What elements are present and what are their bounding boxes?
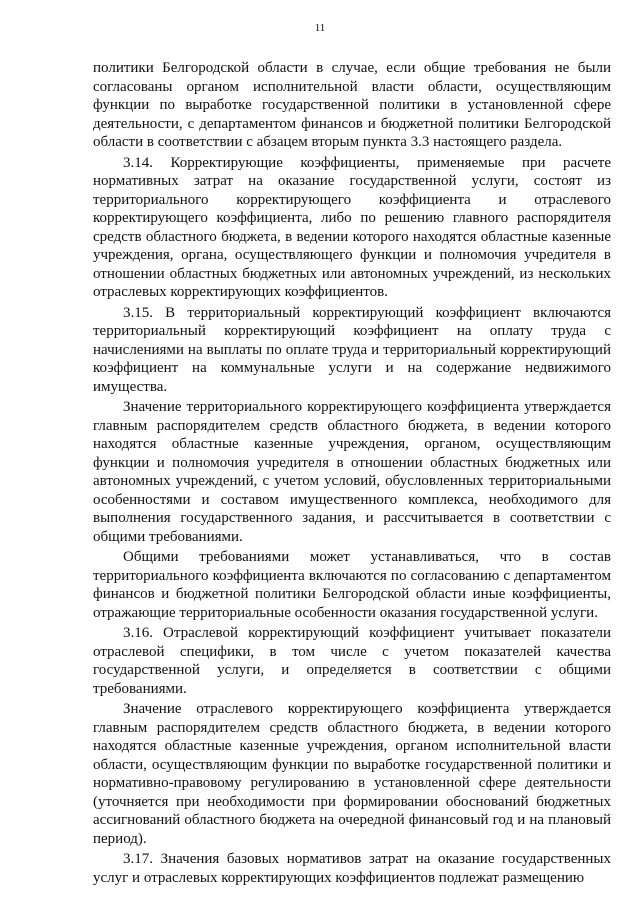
paragraph-industry-coefficient: Значение отраслевого корректирующего коэффициента утверждается главным распорядителем средств областного бюджета, в ведении которого находятся областные казенные учреждения, органом исполнительной власти области, осуществляющим функции по выработке государственной политики и нормативно-правовому регулированию в установленной сфере деятельности (уточняется при необходимости при формировании обоснований бюджетных ассигнований областного бюджета на очередной финансовый год и на плановый период).	[93, 701, 611, 847]
paragraph-general-requirements: Общими требованиями может устанавливаться, что в состав территориального коэффициента включаются по согласованию с департаментом финансов и бюджетной политики Белгородской области иные коэффициенты, отражающие территориальные особенности оказания государственной услуги.	[93, 549, 611, 621]
paragraph-3-15: 3.15. В территориальный корректирующий коэффициент включаются территориальный корректирующий коэффициент на оплату труда с начислениями на выплаты по оплате труда и территориальный корректирующий коэффициент на коммунальные услуги и на содержание недвижимого имущества.	[93, 304, 611, 395]
document-body	[93, 59, 611, 889]
paragraph-continuation: политики Белгородской области в случае, если общие требования не были согласованы органом исполнительной власти области, осуществляющим функции по выработке государственной политики в установленной сфере деятельности, с департаментом финансов и бюджетной политики Белгородской области в соответствии с абзацем вторым пункта 3.3 настоящего раздела.	[93, 60, 611, 150]
paragraph-3-17: 3.17. Значения базовых нормативов затрат на оказание государственных услуг и отраслевых корректирующих коэффициентов подлежат размещению	[93, 851, 611, 886]
paragraph-3-16: 3.16. Отраслевой корректирующий коэффициент учитывает показатели отраслевой специфики, в том числе с учетом показателей качества государственной услуги, и определяется в соответствии с общими требованиями.	[93, 625, 611, 697]
paragraph-territorial-coefficient: Значение территориального корректирующего коэффициента утверждается главным распорядителем средств областного бюджета, в ведении которого находятся областные казенные учреждения, органом, осуществляющим функции и полномочия учредителя в отношении областных бюджетных или автономных учреждений, с учетом условий, обусловленных территориальными особенностями и составом имущественного комплекса, необходимого для выполнения государственного задания, и рассчитывается в соответствии с общими требованиями.	[93, 399, 611, 545]
paragraph-3-14: 3.14. Корректирующие коэффициенты, применяемые при расчете нормативных затрат на оказание государственной услуги, состоят из территориального корректирующего коэффициента и отраслевого корректирующего коэффициента, либо по решению главного распорядителя средств областного бюджета, в ведении которого находятся областные казенные учреждения, органа, осуществляющего функции и полномочия учредителя в отношении областных бюджетных или автономных учреждений, из нескольких отраслевых корректирующих коэффициентов.	[93, 154, 611, 300]
page-number: 11	[314, 22, 326, 34]
